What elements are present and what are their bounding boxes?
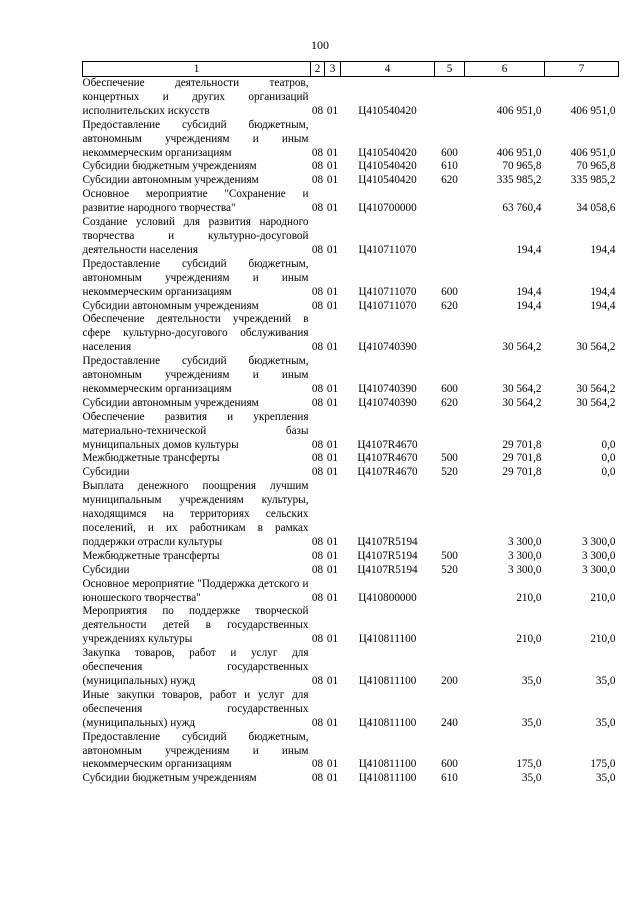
row-subsection: 01: [326, 299, 339, 312]
row-amount-col7: 3 300,0: [581, 535, 616, 548]
row-target-code: Ц410740390: [358, 341, 417, 354]
row-amount-col7: 35,0: [595, 674, 616, 687]
table-row: [83, 731, 619, 773]
row-section: 08: [311, 716, 324, 729]
row-target-code: Ц410811100: [358, 772, 417, 785]
row-subsection: 01: [326, 633, 339, 646]
row-target-code: Ц4107R4670: [357, 466, 418, 479]
row-subsection: 01: [326, 104, 339, 117]
table-body: [83, 77, 619, 787]
row-amount-col7: 335 985,2: [570, 174, 616, 187]
row-amount-col6: 175,0: [516, 758, 542, 771]
row-subsection: 01: [326, 591, 339, 604]
table-row: [83, 550, 619, 564]
row-target-code: Ц410811100: [358, 674, 417, 687]
row-amount-col6: 30 564,2: [502, 341, 542, 354]
row-amount-col6: 210,0: [516, 591, 542, 604]
table-row: [83, 300, 619, 314]
row-amount-col7: 194,4: [590, 243, 616, 256]
row-amount-col6: 406 951,0: [496, 104, 542, 117]
row-amount-col7: 3 300,0: [581, 549, 616, 562]
table-row: [83, 397, 619, 411]
row-name: Создание условий для развития народного творчества и культурно-досуговой деятельности населения: [82, 216, 309, 256]
row-section: 08: [311, 160, 324, 173]
row-section: 08: [311, 466, 324, 479]
header-col-1: 1: [83, 62, 311, 77]
header-col-4: 4: [341, 62, 435, 77]
row-expense-type: 600: [441, 146, 458, 159]
row-amount-col7: 210,0: [590, 633, 616, 646]
row-subsection: 01: [326, 466, 339, 479]
row-expense-type: [435, 480, 465, 550]
row-section: 08: [311, 438, 324, 451]
row-section: 08: [311, 772, 324, 785]
row-target-code: Ц410700000: [358, 202, 417, 215]
row-amount-col7: 30 564,2: [576, 396, 616, 409]
row-target-code: Ц410540420: [358, 104, 417, 117]
row-expense-type: 600: [441, 285, 458, 298]
row-subsection: 01: [326, 674, 339, 687]
row-subsection: 01: [326, 563, 339, 576]
table-row: [83, 466, 619, 480]
row-name: Обеспечение деятельности театров, концертных и других организаций исполнительских искусств: [82, 77, 309, 117]
header-col-3: 3: [325, 62, 341, 77]
row-amount-col7: 210,0: [590, 591, 616, 604]
row-section: 08: [311, 563, 324, 576]
row-subsection: 01: [326, 202, 339, 215]
row-amount-col7: 0,0: [601, 452, 616, 465]
row-amount-col7: 70 965,8: [576, 160, 616, 173]
table-row: [83, 77, 619, 119]
row-name: Закупка товаров, работ и услуг для обеспечения государственных (муниципальных) нужд: [82, 647, 309, 687]
table-row: [83, 480, 619, 550]
table-row: [83, 216, 619, 258]
row-expense-type: 200: [441, 674, 458, 687]
row-section: 08: [311, 341, 324, 354]
row-subsection: 01: [326, 452, 339, 465]
row-name: Субсидии автономным учреждениям: [82, 174, 259, 187]
table-row: [83, 188, 619, 216]
row-name: Обеспечение развития и укрепления материально-технической базы муниципальных домов культуры: [82, 410, 309, 451]
row-name: Субсидии: [82, 466, 130, 479]
table-row: [83, 605, 619, 647]
row-amount-col6: 35,0: [521, 772, 542, 785]
table-row: [83, 564, 619, 578]
row-amount-col6: 194,4: [516, 243, 542, 256]
row-section: 08: [311, 758, 324, 771]
table-row: [83, 689, 619, 731]
row-section: 08: [311, 674, 324, 687]
row-amount-col7: 35,0: [595, 716, 616, 729]
row-amount-col6: 3 300,0: [507, 535, 542, 548]
row-subsection: 01: [326, 146, 339, 159]
row-subsection: 01: [326, 341, 339, 354]
row-target-code: Ц410800000: [358, 591, 417, 604]
table-row: [83, 313, 619, 355]
row-amount-col7: 194,4: [590, 285, 616, 298]
row-expense-type: 610: [441, 772, 458, 785]
row-amount-col6: 30 564,2: [502, 382, 542, 395]
row-section: 08: [311, 452, 324, 465]
row-subsection: 01: [326, 716, 339, 729]
row-amount-col6: 29 701,8: [502, 466, 542, 479]
row-section: 08: [311, 382, 324, 395]
row-name: Субсидии бюджетным учреждениям: [82, 772, 257, 785]
row-expense-type: [435, 216, 465, 258]
row-amount-col7: 175,0: [590, 758, 616, 771]
row-subsection: 01: [326, 174, 339, 187]
header-col-6: 6: [465, 62, 545, 77]
row-expense-type: [435, 411, 465, 453]
row-expense-type: 620: [441, 299, 458, 312]
row-subsection: 01: [326, 243, 339, 256]
row-expense-type: [435, 77, 465, 119]
row-amount-col6: 3 300,0: [507, 563, 542, 576]
row-subsection: 01: [326, 160, 339, 173]
row-section: 08: [311, 299, 324, 312]
row-amount-col6: 63 760,4: [502, 202, 542, 215]
row-name: Предоставление субсидий бюджетным, автономным учреждениям и иным некоммерческим организациям: [82, 730, 309, 771]
row-target-code: Ц410711070: [358, 285, 417, 298]
row-amount-col7: 3 300,0: [581, 563, 616, 576]
row-subsection: 01: [326, 382, 339, 395]
row-expense-type: [435, 578, 465, 606]
row-amount-col7: 0,0: [601, 466, 616, 479]
row-expense-type: [435, 313, 465, 355]
row-amount-col7: 30 564,2: [576, 341, 616, 354]
row-amount-col7: 406 951,0: [570, 104, 616, 117]
row-section: 08: [311, 174, 324, 187]
row-target-code: Ц4107R5194: [357, 563, 418, 576]
row-amount-col6: 210,0: [516, 633, 542, 646]
row-target-code: Ц410740390: [358, 382, 417, 395]
row-name: Субсидии: [82, 563, 130, 576]
row-amount-col7: 30 564,2: [576, 382, 616, 395]
row-target-code: Ц4107R4670: [357, 438, 418, 451]
row-amount-col6: 70 965,8: [502, 160, 542, 173]
row-name: Предоставление субсидий бюджетным, автономным учреждениям и иным некоммерческим организациям: [82, 257, 309, 298]
row-section: 08: [311, 633, 324, 646]
row-subsection: 01: [326, 285, 339, 298]
row-target-code: Ц410540420: [358, 146, 417, 159]
row-expense-type: 500: [441, 452, 458, 465]
row-name: Иные закупки товаров, работ и услуг для обеспечения государственных (муниципальных) нужд: [82, 688, 309, 729]
row-amount-col6: 3 300,0: [507, 549, 542, 562]
table-row: [83, 258, 619, 300]
row-expense-type: 620: [441, 174, 458, 187]
row-amount-col7: 35,0: [595, 772, 616, 785]
row-target-code: Ц410811100: [358, 633, 417, 646]
row-section: 08: [311, 535, 324, 548]
row-expense-type: 240: [441, 716, 458, 729]
table-row: [83, 411, 619, 453]
table-header: [83, 62, 619, 77]
row-section: 08: [311, 591, 324, 604]
row-section: 08: [311, 396, 324, 409]
row-expense-type: [435, 605, 465, 647]
row-amount-col6: 29 701,8: [502, 438, 542, 451]
row-section: 08: [311, 202, 324, 215]
row-expense-type: [435, 188, 465, 216]
row-amount-col6: 194,4: [516, 285, 542, 298]
row-name: Межбюджетные трансферты: [82, 452, 220, 465]
row-amount-col7: 194,4: [590, 299, 616, 312]
header-col-7: 7: [545, 62, 619, 77]
row-target-code: Ц4107R5194: [357, 549, 418, 562]
row-amount-col6: 335 985,2: [496, 174, 542, 187]
row-subsection: 01: [326, 758, 339, 771]
row-expense-type: 500: [441, 549, 458, 562]
header-col-5: 5: [435, 62, 465, 77]
row-subsection: 01: [326, 549, 339, 562]
row-amount-col6: 406 951,0: [496, 146, 542, 159]
row-section: 08: [311, 146, 324, 159]
row-name: Субсидии автономным учреждениям: [82, 396, 259, 409]
row-expense-type: 520: [441, 466, 458, 479]
page-number: 100: [311, 38, 329, 52]
row-target-code: Ц410711070: [358, 243, 417, 256]
row-amount-col6: 30 564,2: [502, 396, 542, 409]
row-name: Мероприятия по поддержке творческой деятельности детей в государственных учреждениях культуры: [82, 605, 309, 646]
row-amount-col6: 35,0: [521, 674, 542, 687]
row-section: 08: [311, 549, 324, 562]
row-name: Обеспечение деятельности учреждений в сфере культурно-досугового обслуживания населения: [82, 313, 309, 354]
row-name: Предоставление субсидий бюджетным, автономным учреждениям и иным некоммерческим организациям: [82, 355, 309, 395]
row-expense-type: 600: [441, 382, 458, 395]
row-target-code: Ц410811100: [358, 716, 417, 729]
row-expense-type: 620: [441, 396, 458, 409]
row-amount-col7: 406 951,0: [570, 146, 616, 159]
row-name: Межбюджетные трансферты: [82, 549, 220, 562]
row-name: Субсидии бюджетным учреждениям: [82, 160, 257, 173]
budget-table: [82, 61, 619, 786]
row-target-code: Ц410811100: [358, 758, 417, 771]
table-row: [83, 355, 619, 397]
row-subsection: 01: [326, 535, 339, 548]
row-name: Выплата денежного поощрения лучшим муниципальным учреждениям культуры, находящимся на территориях сельских поселений, и их работникам в рамках поддержки отрасли культуры: [82, 480, 309, 548]
row-target-code: Ц4107R5194: [357, 535, 418, 548]
row-subsection: 01: [326, 438, 339, 451]
table-row: [83, 174, 619, 188]
table-row: [83, 772, 619, 786]
row-target-code: Ц410540420: [358, 160, 417, 173]
table-row: [83, 578, 619, 606]
row-name: Основное мероприятие "Поддержка детского и юношеского творчества": [82, 577, 309, 604]
table-row: [83, 647, 619, 689]
row-expense-type: 600: [441, 758, 458, 771]
row-amount-col6: 35,0: [521, 716, 542, 729]
row-target-code: Ц410711070: [358, 299, 417, 312]
row-name: Субсидии автономным учреждениям: [82, 299, 259, 312]
row-target-code: Ц4107R4670: [357, 452, 418, 465]
row-name: Основное мероприятие "Сохранение и развитие народного творчества": [82, 188, 309, 215]
row-section: 08: [311, 104, 324, 117]
row-target-code: Ц410540420: [358, 174, 417, 187]
row-amount-col6: 29 701,8: [502, 452, 542, 465]
row-amount-col6: 194,4: [516, 299, 542, 312]
row-amount-col7: 34 058,6: [576, 202, 616, 215]
row-subsection: 01: [326, 772, 339, 785]
row-expense-type: 610: [441, 160, 458, 173]
row-amount-col7: 0,0: [601, 438, 616, 451]
row-subsection: 01: [326, 396, 339, 409]
row-name: Предоставление субсидий бюджетным, автономным учреждениям и иным некоммерческим организациям: [82, 118, 309, 159]
row-section: 08: [311, 243, 324, 256]
table-row: [83, 160, 619, 174]
row-expense-type: 520: [441, 563, 458, 576]
table-row: [83, 452, 619, 466]
table-row: [83, 119, 619, 161]
row-target-code: Ц410740390: [358, 396, 417, 409]
header-col-2: 2: [311, 62, 325, 77]
row-section: 08: [311, 285, 324, 298]
